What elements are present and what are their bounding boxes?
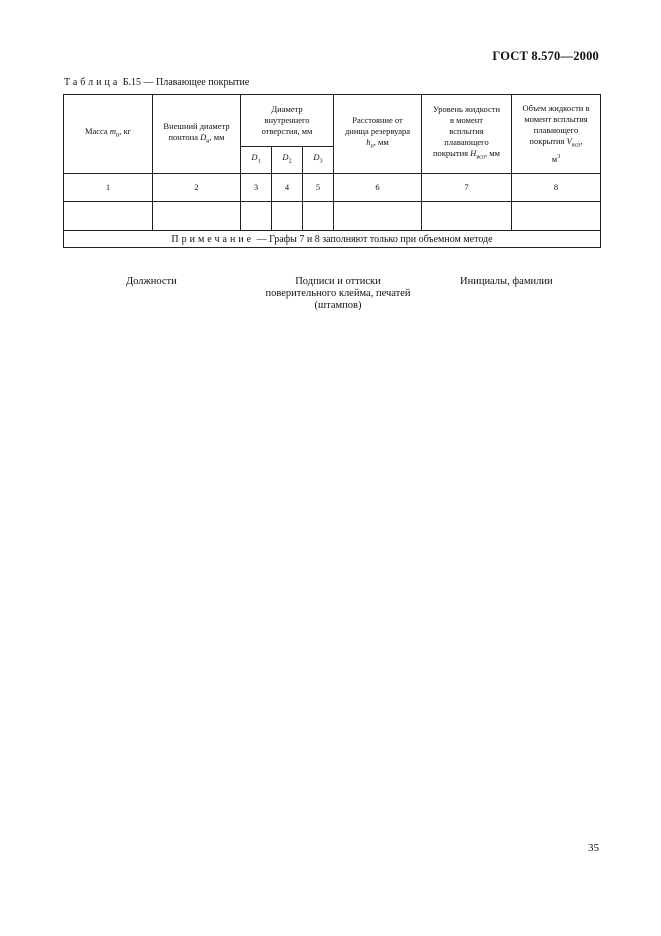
- empty-cell[interactable]: [422, 202, 512, 231]
- page-number: 35: [588, 842, 599, 854]
- standard-header: ГОСТ 8.570—2000: [492, 49, 599, 63]
- header-d3: $D_3$: [303, 147, 334, 174]
- empty-cell[interactable]: [272, 202, 303, 231]
- signature-signs: Подписи и оттиски поверительного клейма, печатей (штампов): [265, 276, 411, 311]
- column-number: 2: [153, 174, 241, 202]
- table-note: [64, 231, 601, 248]
- header-d1: $D_1$: [241, 147, 272, 174]
- column-number: 6: [334, 174, 422, 202]
- column-number: 3: [241, 174, 272, 202]
- header-distance: Расстояние от днища резервуара $h_п$, мм: [334, 95, 422, 174]
- header-liquid-volume: Объем жидкости в момент всплытия плавающего покрытия $V_{всп}$, $м^3$: [512, 95, 601, 174]
- empty-cell[interactable]: [512, 202, 601, 231]
- note-prefix: Примечание: [171, 233, 255, 245]
- note-text: — Графы 7 и 8 заполняют только при объемном методе: [254, 233, 493, 245]
- header-inner-diameter: Диаметр внутреннего отверстия, мм: [241, 95, 334, 147]
- column-number: 1: [64, 174, 153, 202]
- empty-cell[interactable]: [303, 202, 334, 231]
- column-number: 7: [422, 174, 512, 202]
- header-mass: Масса $m_п$, кг: [64, 95, 153, 174]
- empty-cell[interactable]: [334, 202, 422, 231]
- caption-prefix: Таблица: [64, 77, 121, 88]
- signature-positions: Должности: [126, 276, 177, 287]
- header-outer-diameter: Внешний диаметр понтона $D_н$, мм: [153, 95, 241, 174]
- table-caption: [64, 77, 249, 88]
- header-d2: $D_2$: [272, 147, 303, 174]
- column-number: 5: [303, 174, 334, 202]
- column-number: 8: [512, 174, 601, 202]
- signature-names: Инициалы, фамилии: [460, 276, 553, 287]
- empty-cell[interactable]: [241, 202, 272, 231]
- column-number: 4: [272, 174, 303, 202]
- empty-cell[interactable]: [64, 202, 153, 231]
- empty-cell[interactable]: [153, 202, 241, 231]
- column-numbers-row: [64, 174, 601, 202]
- header-liquid-level: Уровень жидкости в момент всплытия плавающего покрытия $H_{всп}$, мм: [422, 95, 512, 174]
- floating-cover-table: [63, 94, 601, 248]
- caption-text: Б.15 — Плавающее покрытие: [122, 77, 250, 88]
- table-row: [64, 202, 601, 231]
